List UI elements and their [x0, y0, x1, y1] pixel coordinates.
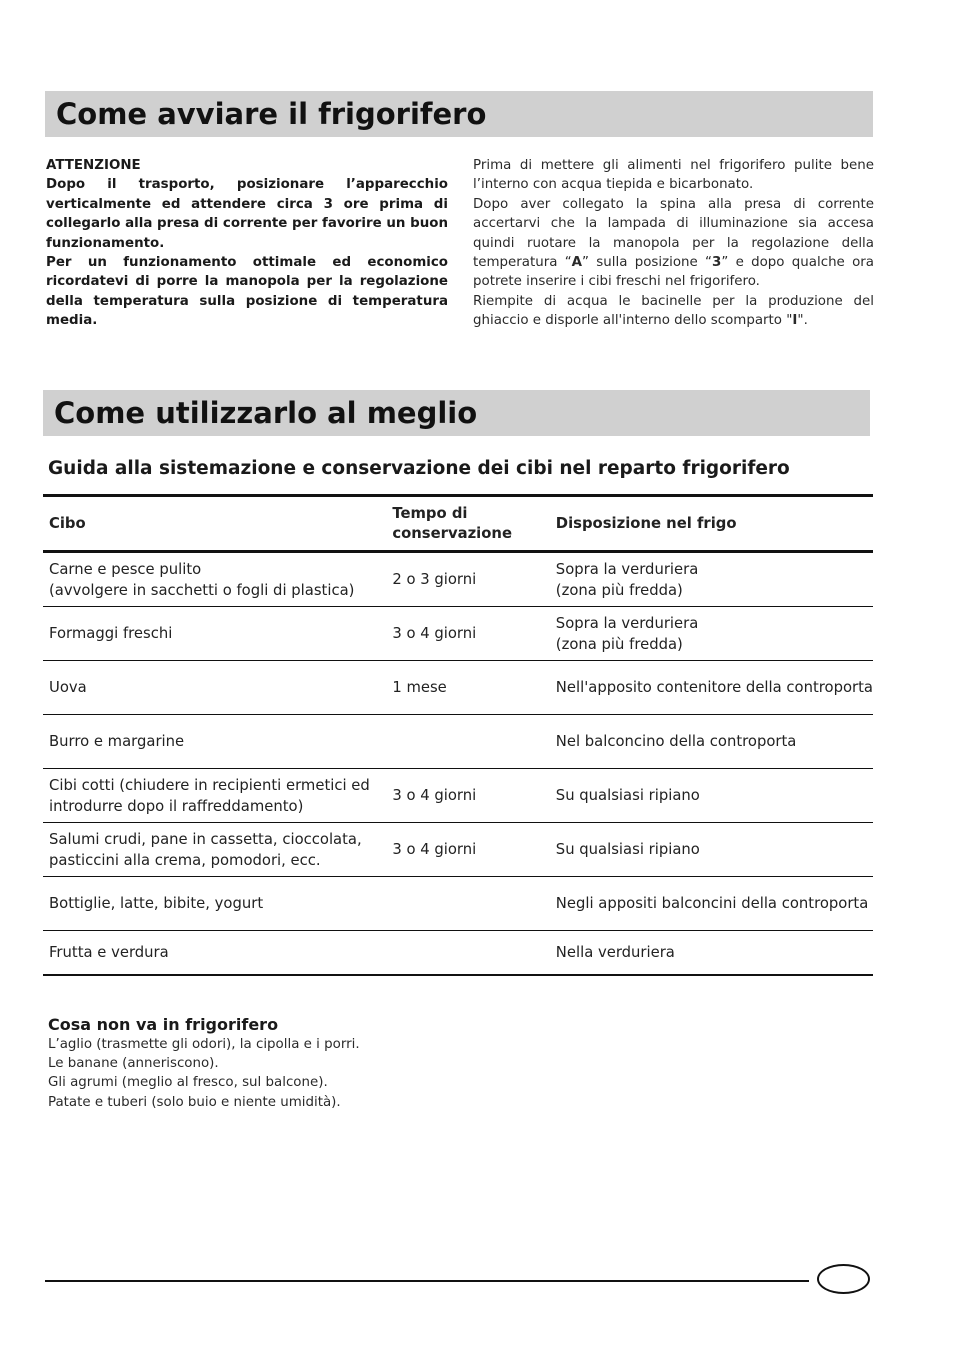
cell-time: 2 o 3 giorni — [386, 552, 549, 607]
cell-time: 3 o 4 giorni — [386, 607, 549, 661]
section-title-usage-text: Come utilizzarlo al meglio — [54, 396, 478, 430]
cell-food: Formaggi freschi — [43, 607, 386, 661]
cell-place: Nel balconcino della controporta — [550, 715, 873, 769]
not-in-fridge-block — [48, 1014, 548, 1112]
table-row — [43, 552, 873, 607]
knob-position-3: 3 — [712, 255, 722, 271]
header-time: Tempo di conservazione — [386, 496, 549, 552]
page-number-oval — [817, 1264, 870, 1294]
cell-place: Su qualsiasi ripiano — [550, 769, 873, 823]
instructions-block — [473, 156, 874, 331]
cell-food: Bottiglie, latte, bibite, yogurt — [43, 877, 386, 931]
instructions-cleaning: Prima di mettere gli alimenti nel frigorifero pulite bene l’interno con acqua tiepida e bicarbonato. — [473, 158, 874, 193]
section-title-start-text: Come avviare il frigorifero — [56, 97, 487, 131]
warning-block — [46, 156, 448, 331]
cell-time: 3 o 4 giorni — [386, 823, 549, 877]
instructions-power: Dopo aver collegato la spina alla presa di corrente accertarvi che la lampada di illuminazione sia accesa quindi ruotare la manopola per la regolazione della temperatura “A” sulla posizione “3” e dopo qualche ora potrete inserire i cibi freschi nel frigorifero. — [473, 196, 874, 290]
table-header-row — [43, 496, 873, 552]
instructions-ice: Riempite di acqua le bacinelle per la produzione del ghiaccio e disporle all'interno dello scomparto "I". — [473, 293, 874, 329]
cell-time: 1 mese — [386, 661, 549, 715]
cell-place: Nell'apposito contenitore della controporta — [550, 661, 873, 715]
cell-place: Nella verduriera — [550, 931, 873, 976]
list-item: Patate e tuberi (solo buio e niente umidità). — [48, 1094, 341, 1110]
cell-place: Su qualsiasi ripiano — [550, 823, 873, 877]
list-item: L’aglio (trasmette gli odori), la cipolla e i porri. — [48, 1037, 360, 1052]
warning-text-economy: Per un funzionamento ottimale ed economico ricordatevi di porre la manopola per la regolazione della temperatura sulla posizione di temperatura media. — [46, 255, 448, 329]
cell-food: Burro e margarine — [43, 715, 386, 769]
list-item: Le banane (anneriscono). — [48, 1056, 219, 1072]
cell-time — [386, 877, 549, 931]
footer-rule — [45, 1280, 809, 1282]
table-row — [43, 661, 873, 715]
cell-place: Sopra la verduriera (zona più fredda) — [550, 607, 873, 661]
table-row — [43, 823, 873, 877]
header-place: Disposizione nel frigo — [550, 496, 873, 552]
table-row — [43, 715, 873, 769]
knob-label-a: A — [571, 255, 583, 271]
section-title-usage — [43, 390, 870, 436]
cell-food: Salumi crudi, pane in cassetta, cioccolata, pasticcini alla crema, pomodori, ecc. — [43, 823, 386, 877]
cell-food: Carne e pesce pulito (avvolgere in sacchetti o fogli di plastica) — [43, 552, 386, 607]
table-row — [43, 931, 873, 976]
table-row — [43, 877, 873, 931]
cell-food: Frutta e verdura — [43, 931, 386, 976]
compartment-label-i: I — [792, 313, 798, 329]
not-in-fridge-title: Cosa non va in frigorifero — [48, 1015, 279, 1034]
cell-time — [386, 715, 549, 769]
cell-place: Sopra la verduriera (zona più fredda) — [550, 552, 873, 607]
section-title-start — [45, 91, 873, 137]
cell-time: 3 o 4 giorni — [386, 769, 549, 823]
cell-place: Negli appositi balconcini della controporta — [550, 877, 873, 931]
table-row — [43, 607, 873, 661]
storage-guide-title: Guida alla sistemazione e conservazione dei cibi nel reparto frigorifero — [48, 458, 790, 479]
cell-time — [386, 931, 549, 976]
warning-heading: ATTENZIONE — [46, 158, 141, 173]
storage-table — [43, 494, 873, 976]
header-food: Cibo — [43, 496, 386, 552]
table-row — [43, 769, 873, 823]
cell-food: Cibi cotti (chiudere in recipienti ermetici ed introdurre dopo il raffreddamento) — [43, 769, 386, 823]
list-item: Gli agrumi (meglio al fresco, sul balcone). — [48, 1075, 328, 1091]
warning-text-transport: Dopo il trasporto, posizionare l’apparecchio verticalmente ed attendere circa 3 ore prima di collegarlo alla presa di corrente per favorire un buon funzionamento. — [46, 177, 448, 251]
cell-food: Uova — [43, 661, 386, 715]
